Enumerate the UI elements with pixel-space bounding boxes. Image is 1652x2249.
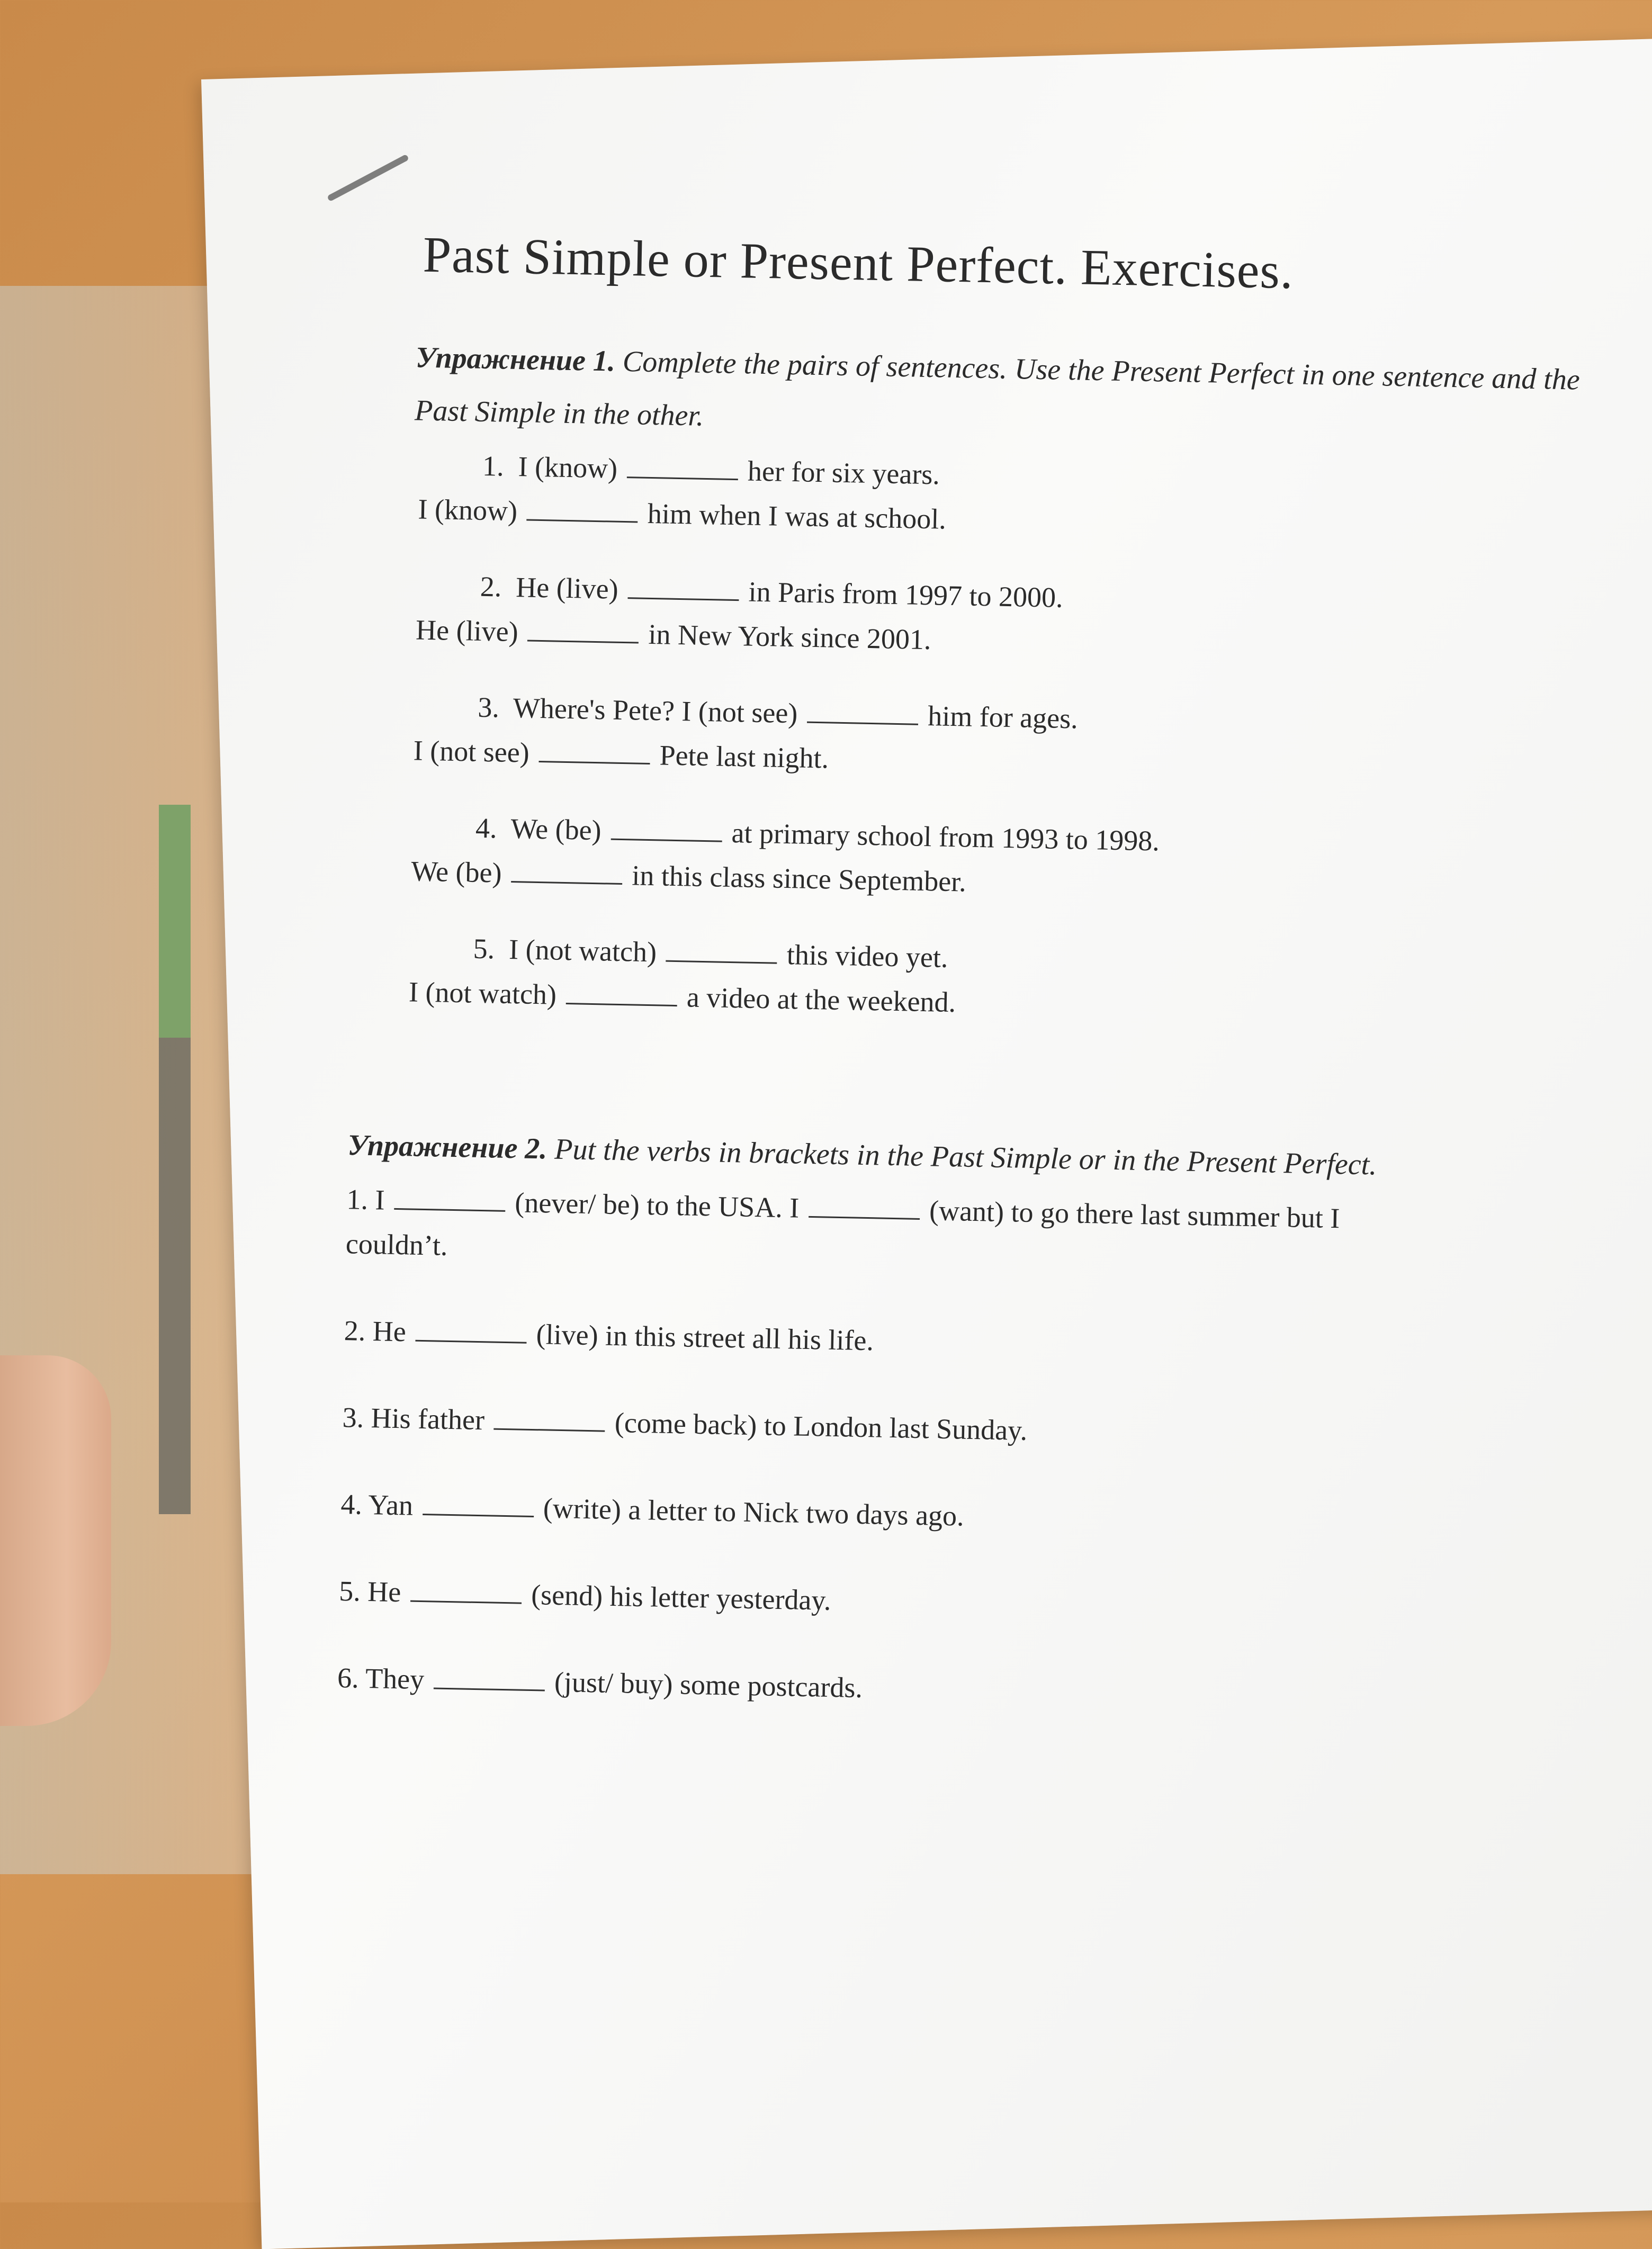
answer-blank[interactable] [527,619,639,644]
answer-blank[interactable] [627,455,739,480]
sentence-prefix: 3. His father [342,1401,485,1436]
exercise1-item [418,443,1605,554]
hand-holding-paper [0,1355,111,1726]
answer-blank[interactable] [807,700,919,725]
sentence-prefix: He (live) [415,614,519,648]
exercise1-heading: Упражнение 1. [415,341,616,378]
sentence-prefix: I (not watch) [408,976,557,1011]
exercise2 [337,1119,1592,1724]
sentence-prefix: 4. Yan [340,1488,414,1522]
exercise2-item [344,1308,1588,1377]
folder-dark-stripe [159,1038,191,1514]
exercise1-item [415,563,1603,674]
answer-blank[interactable] [666,939,778,964]
exercise2-item-continuation: couldn’t. [345,1228,448,1262]
sentence-suffix: (want) to go there last summer but I [929,1194,1340,1235]
sentence-suffix: a video at the weekend. [686,981,956,1019]
answer-blank[interactable] [527,498,639,523]
sentence-suffix: her for six years. [747,455,940,491]
sentence-suffix: him for ages. [927,700,1079,735]
sentence-suffix: in this class since September. [631,859,967,898]
sentence-suffix: (come back) to London last Sunday. [614,1406,1028,1446]
exercise2-item [345,1177,1591,1290]
sentence-suffix: in Paris from 1997 to 2000. [748,575,1064,614]
answer-blank[interactable] [566,982,678,1006]
exercise2-item [339,1569,1584,1637]
exercise2-heading: Упражнение 2. [347,1129,547,1166]
answer-blank[interactable] [423,1492,534,1517]
sentence-prefix: I (not see) [413,734,530,769]
answer-blank[interactable] [627,576,739,601]
folder-green-stripe [159,805,191,1038]
sentence-suffix: at primary school from 1993 to 1998. [731,816,1160,857]
sentence-prefix: 1. I [346,1183,385,1216]
sentence-prefix: 5. I (not watch) [473,932,657,968]
answer-blank[interactable] [434,1666,545,1691]
sentence-suffix: (write) a letter to Nick two days ago. [543,1492,965,1532]
answer-blank[interactable] [394,1187,506,1212]
answer-blank[interactable] [494,1407,606,1432]
answer-blank[interactable] [809,1195,920,1220]
sentence-suffix: in New York since 2001. [648,618,932,656]
worksheet-content [267,222,1610,1766]
sentence-prefix: 3. Where's Pete? I (not see) [477,691,798,730]
sentence-prefix: 2. He (live) [480,570,619,605]
exercise2-item [340,1482,1585,1550]
answer-blank[interactable] [511,860,623,885]
sentence-prefix: 5. He [338,1575,401,1608]
exercise2-item [342,1395,1587,1463]
sentence-prefix: 2. He [344,1315,407,1348]
sentence-prefix: I (know) [418,493,518,527]
exercise2-item [337,1656,1582,1724]
exercise1-list [408,443,1605,1037]
sentence-suffix: (just/ buy) some postcards. [554,1666,863,1704]
exercise1-item [411,804,1599,916]
exercise1-instruction [414,331,1633,460]
answer-blank[interactable] [610,817,722,842]
exercise1-item [408,925,1596,1037]
exercise2-instruction-text: Put the verbs in brackets in the Past Simple or in the Present Perfect. [554,1132,1377,1182]
sentence-prefix: 1. I (know) [482,449,618,484]
sentence-suffix: this video yet. [786,939,948,974]
sentence-prefix: 6. They [337,1661,425,1696]
answer-blank[interactable] [538,740,650,764]
sentence-suffix: (send) his letter yesterday. [531,1578,832,1616]
sentence-suffix: Pete last night. [659,739,829,775]
exercise1-item [413,683,1601,795]
worksheet-title: Past Simple or Present Perfect. Exercises. [422,226,1294,300]
answer-blank[interactable] [415,1319,527,1344]
sentence-middle: (never/ be) to the USA. I [514,1186,800,1224]
sentence-prefix: 4. We (be) [475,812,602,847]
answer-blank[interactable] [410,1579,522,1604]
sentence-suffix: (live) in this street all his life. [536,1318,874,1357]
sentence-suffix: him when I was at school. [647,497,947,535]
sentence-prefix: We (be) [410,855,502,889]
exercise1-instruction-text: Complete the pairs of sentences. Use the Present Perfect in one sentence and the Past Simple in the other. [414,345,1581,433]
